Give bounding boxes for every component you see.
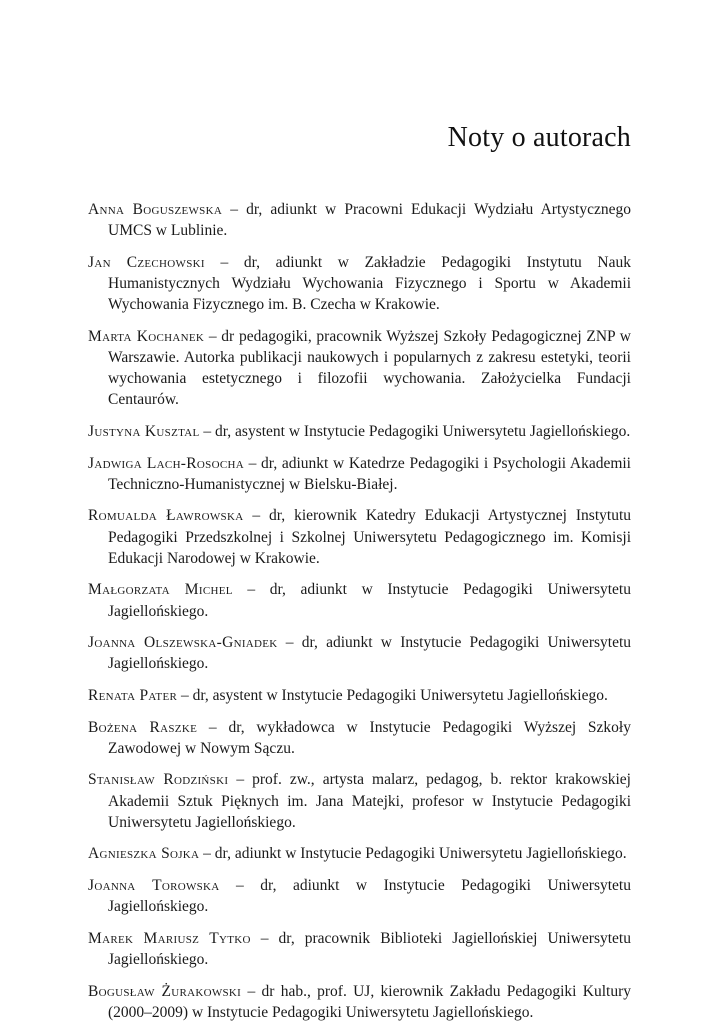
author-description: – dr, asystent w Instytucie Pedagogiki Uniwersytetu Jagiellońskiego. xyxy=(199,423,631,440)
author-entry xyxy=(88,326,631,411)
author-description: – dr, adiunkt w Instytucie Pedagogiki Uniwersytetu Jagiellońskiego. xyxy=(108,634,631,673)
author-description: – dr, pracownik Biblioteki Jagiellońskiej Uniwersytetu Jagiellońskiego. xyxy=(108,929,631,968)
author-entry xyxy=(88,421,631,442)
author-description: – dr, kierownik Katedry Edukacji Artystycznej Instytutu Pedagogiki Przedszkolnej i Szkolnej Uniwersytetu Pedagogicznego im. Komisji Edukacji Narodowej w Krakowie. xyxy=(108,507,631,567)
author-notes-list xyxy=(88,199,631,1033)
author-entry xyxy=(88,252,631,316)
author-description: – dr, adiunkt w Pracowni Edukacji Wydziału Artystycznego UMCS w Lublinie. xyxy=(108,201,631,240)
author-description: – dr, adiunkt w Instytucie Pedagogiki Uniwersytetu Jagiellońskiego. xyxy=(199,845,627,863)
author-entry xyxy=(88,875,631,917)
author-name: Marta Kochanek xyxy=(88,327,205,345)
author-name: Jan Czechowski xyxy=(88,253,205,271)
author-entry xyxy=(88,928,631,970)
page-title: Noty o autorach xyxy=(447,122,631,153)
author-description: – dr pedagogiki, pracownik Wyższej Szkoły Pedagogicznej ZNP w Warszawie. Autorka publikacji naukowych i popularnych z zakresu estetyki, teorii wychowania estetycznego i filozofii wychowania. Założycielka Fundacji Centaurów. xyxy=(108,327,631,409)
author-name: Anna Boguszewska xyxy=(88,201,223,218)
author-entry xyxy=(88,632,631,674)
author-entry xyxy=(88,505,631,569)
author-description: – dr, asystent w Instytucie Pedagogiki Uniwersytetu Jagiellońskiego. xyxy=(177,686,608,704)
author-entry xyxy=(88,199,631,241)
author-entry xyxy=(88,685,631,706)
author-name: Bożena Raszke xyxy=(88,718,198,736)
author-description: – dr, adiunkt w Instytucie Pedagogiki Uniwersytetu Jagiellońskiego. xyxy=(108,876,631,916)
author-name: Stanisław Rodziński xyxy=(88,771,229,789)
author-name: Renata Pater xyxy=(88,686,178,704)
author-description: – dr, wykładowca w Instytucie Pedagogiki Wyższej Szkoły Zawodowej w Nowym Sączu. xyxy=(108,718,631,757)
author-name: Marek Mariusz Tytko xyxy=(88,929,251,947)
author-name: Agnieszka Sojka xyxy=(88,845,200,863)
author-description: – dr hab., prof. UJ, kierownik Zakładu Pedagogiki Kultury (2000–2009) w Instytucie Pedagogiki Uniwersytetu Jagiellońskiego. xyxy=(108,982,631,1021)
author-name: Jadwiga Lach-Rosocha xyxy=(88,454,244,472)
author-name: Małgorzata Michel xyxy=(88,581,233,599)
author-description: – prof. zw., artysta malarz, pedagog, b. rektor krakowskiej Akademii Sztuk Pięknych im. Jana Matejki, profesor w Instytucie Pedagogiki Uniwersytetu Jagiellońskiego. xyxy=(108,771,631,831)
author-name: Joanna Olszewska-Gniadek xyxy=(88,634,278,652)
author-entry xyxy=(88,453,631,495)
author-description: – dr, adiunkt w Katedrze Pedagogiki i Psychologii Akademii Techniczno-Humanistycznej w Bielsku-Białej. xyxy=(108,454,631,493)
author-entry xyxy=(88,579,631,621)
author-description: – dr, adiunkt w Instytucie Pedagogiki Uniwersytetu Jagiellońskiego. xyxy=(108,581,631,620)
author-name: Joanna Torowska xyxy=(88,876,220,894)
author-entry xyxy=(88,843,631,864)
author-entry xyxy=(88,981,631,1023)
author-entry xyxy=(88,769,631,833)
author-description: – dr, adiunkt w Zakładzie Pedagogiki Instytutu Nauk Humanistycznych Wydziału Wychowania Fizycznego i Sportu w Akademii Wychowania Fizycznego im. B. Czecha w Krakowie. xyxy=(108,253,631,314)
author-name: Bogusław Żurakowski xyxy=(88,982,242,1000)
author-name: Justyna Kusztal xyxy=(88,423,200,440)
author-entry xyxy=(88,717,631,759)
author-name: Romualda Ławrowska xyxy=(88,507,244,525)
